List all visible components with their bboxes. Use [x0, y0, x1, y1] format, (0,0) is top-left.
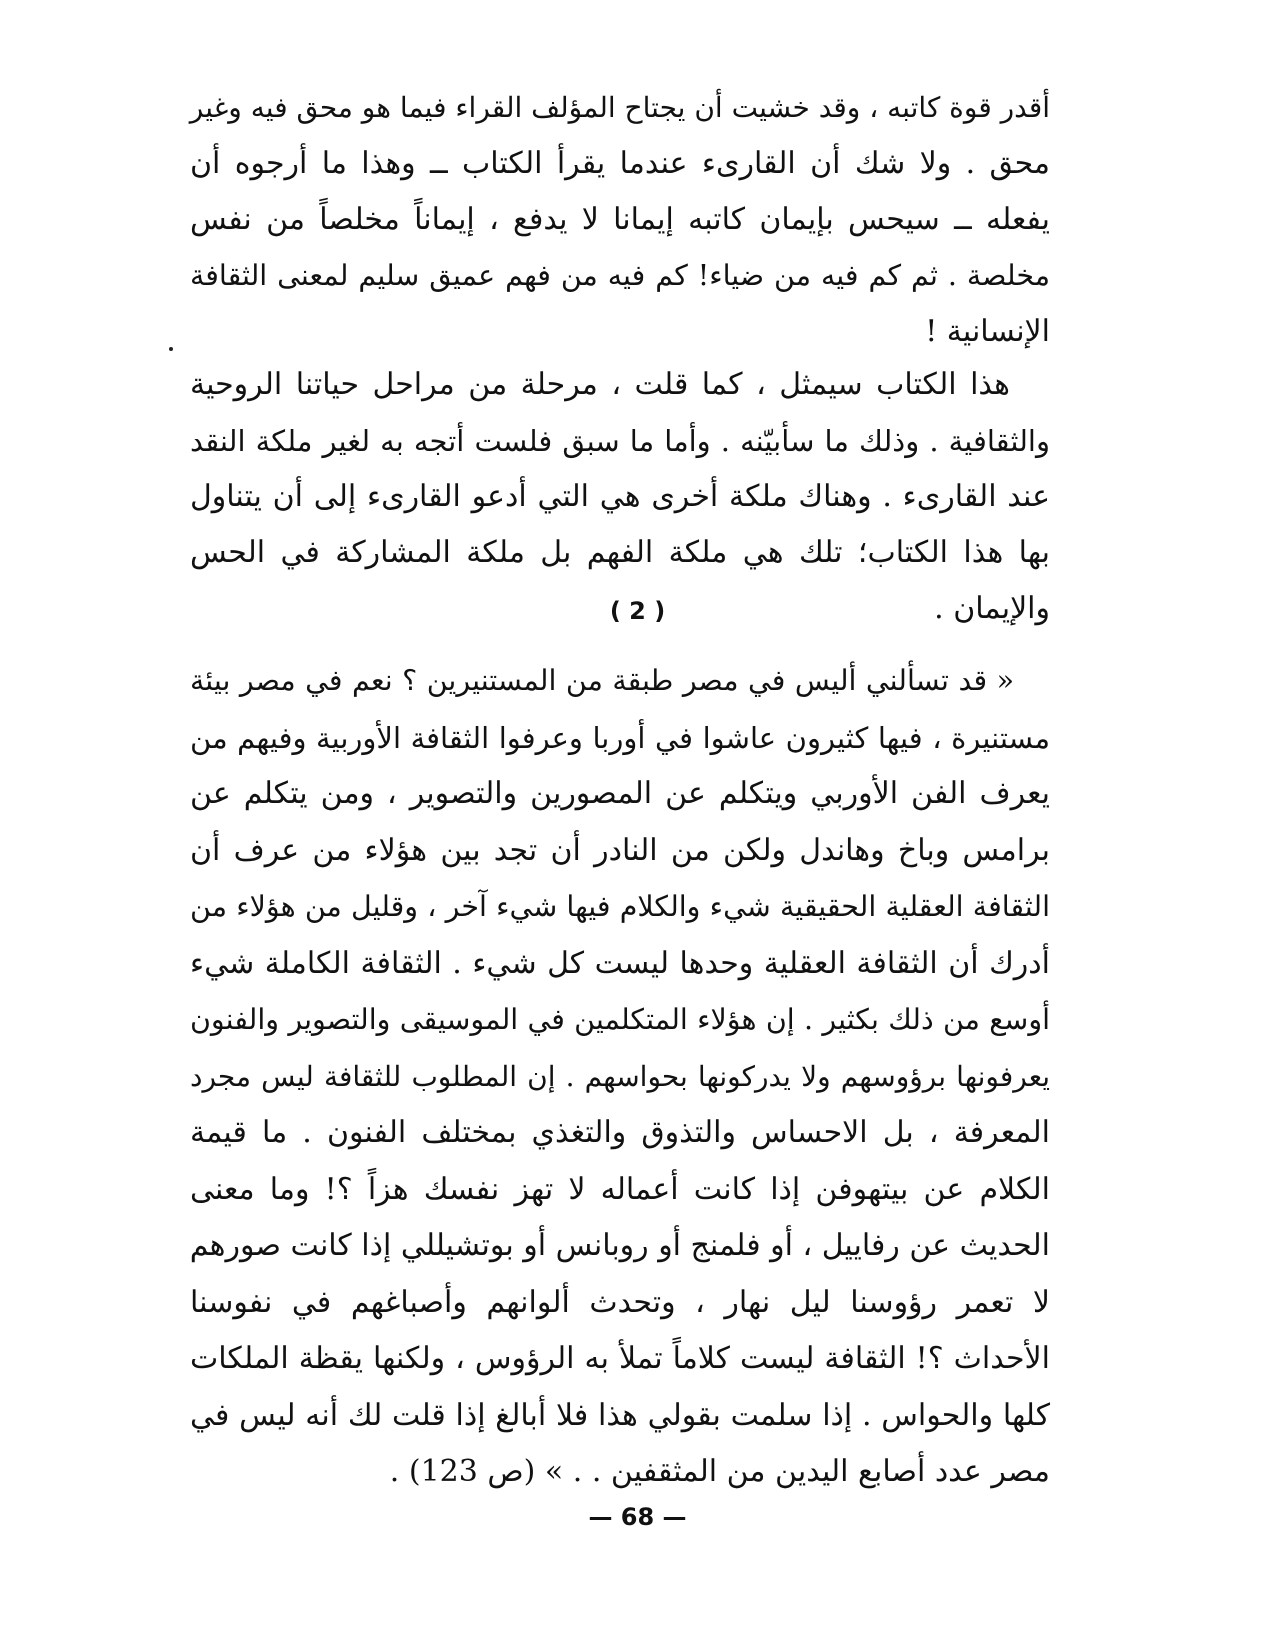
paragraph-line: المعرفة ، بل الاحساس والتذوق والتغذي بمختلف الفنون . ما قيمة: [190, 1115, 1050, 1150]
paragraph-line: يعرفونها برؤوسهم ولا يدركونها بحواسهم . إن المطلوب للثقافة ليس مجرد: [190, 1059, 1050, 1093]
section-number: ( 2 ): [609, 597, 666, 625]
paragraph-line: الثقافة العقلية الحقيقية شيء والكلام فيها شيء آخر ، وقليل من هؤلاء من: [190, 890, 1050, 923]
paragraph-line: هذا الكتاب سيمثل ، كما قلت ، مرحلة من مراحل حياتنا الروحية: [190, 367, 1010, 402]
paragraph-line: الكلام عن بيتهوفن إذا كانت أعماله لا تهز نفسك هزاً ؟! وما معنى: [190, 1171, 1050, 1207]
paragraph-line: الحديث عن رفاييل ، أو فلمنج أو روبانس أو بوتشيللي إذا كانت صورهم: [189, 1228, 1050, 1263]
paragraph-3-quotation: [190, 653, 1050, 1501]
paragraph-line: « قد تسألني أليس في مصر طبقة من المستنيرين ؟ نعم في مصر بيئة: [190, 664, 1014, 697]
paragraph-line: لا تعمر رؤوسنا ليل نهار ، وتحدث ألوانهم وأصباغهم في نفوسنا: [190, 1284, 1050, 1320]
paragraph-line: مستنيرة ، فيها كثيرون عاشوا في أوربا وعرفوا الثقافة الأوربية وفيهم من: [190, 720, 1050, 755]
paragraph-line: والثقافية . وذلك ما سأبيّنه . وأما ما سبق فلست أتجه به لغير ملكة النقد: [190, 424, 1050, 458]
paragraph-line: أوسع من ذلك بكثير . إن هؤلاء المتكلمين في الموسيقى والتصوير والفنون: [190, 1003, 1050, 1036]
page-number: — 68 —: [588, 1503, 687, 1531]
paragraph-line: بها هذا الكتاب؛ تلك هي ملكة الفهم بل ملكة المشاركة في الحس: [190, 535, 1050, 570]
paragraph-line: كلها والحواس . إذا سلمت بقولي هذا فلا أبالغ إذا قلت لك أنه ليس في: [190, 1397, 1050, 1433]
paragraph-line: يفعله ــ سيحس بإيمان كاتبه إيمانا لا يدفع ، إيماناً مخلصاً من نفس: [190, 202, 1050, 237]
paragraph-2: [190, 357, 1050, 637]
paragraph-line: مخلصة . ثم كم فيه من ضياء! كم فيه من فهم عميق سليم لمعنى الثقافة: [190, 259, 1050, 292]
paragraph-line: الإنسانية !: [925, 314, 1050, 349]
paragraph-line: والإيمان .: [934, 591, 1050, 626]
paragraph-line: أقدر قوة كاتبه ، وقد خشيت أن يجتاح المؤلف القراء فيما هو محق فيه وغير: [189, 91, 1050, 124]
paragraph-line: يعرف الفن الأوربي ويتكلم عن المصورين والتصوير ، ومن يتكلم عن: [190, 776, 1050, 811]
paragraph-1: [190, 80, 1050, 360]
paragraph-line: أدرك أن الثقافة العقلية وحدها ليست كل شيء . الثقافة الكاملة شيء: [190, 945, 1050, 981]
paragraph-line: مصر عدد أصابع اليدين من المثقفين . . » (ص 123) .: [389, 1454, 1050, 1489]
paragraph-line: محق . ولا شك أن القارىء عندما يقرأ الكتاب ــ وهذا ما أرجوه أن: [190, 146, 1050, 181]
scan-speck: [169, 347, 173, 351]
paragraph-line: الأحداث ؟! الثقافة ليست كلاماً تملأ به الرؤوس ، ولكنها يقظة الملكات: [190, 1341, 1050, 1376]
paragraph-line: برامس وباخ وهاندل ولكن من النادر أن تجد بين هؤلاء من عرف أن: [190, 832, 1050, 868]
paragraph-line: عند القارىء . وهناك ملكة أخرى هي التي أدعو القارىء إلى أن يتناول: [190, 479, 1050, 514]
